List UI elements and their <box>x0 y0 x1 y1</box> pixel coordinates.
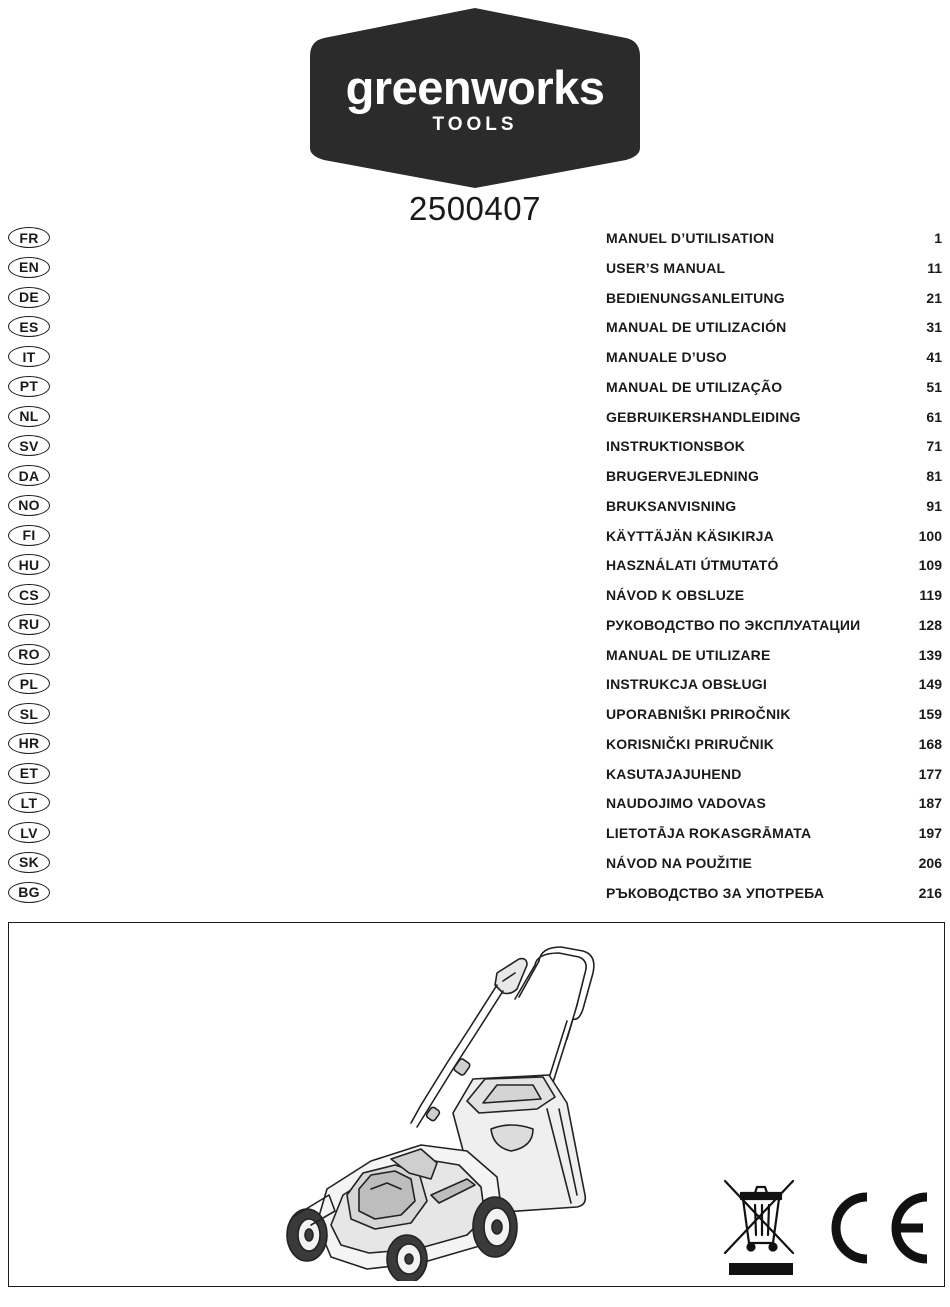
manual-row <box>0 849 950 879</box>
manual-row <box>0 730 950 760</box>
manual-title: MANUEL D’UTILISATION <box>606 230 775 246</box>
mower-illustration <box>271 933 601 1281</box>
manual-title: INSTRUKTIONSBOK <box>606 438 746 455</box>
manual-page-number: 128 <box>918 616 942 633</box>
language-code-badge: SL <box>8 703 50 724</box>
illustration-panel <box>8 922 945 1287</box>
manual-row <box>0 700 950 730</box>
manual-row <box>0 789 950 819</box>
manual-page-number: 159 <box>918 706 942 722</box>
language-code-badge: SK <box>8 852 50 873</box>
manual-page-number: 109 <box>918 557 942 574</box>
manual-row <box>0 432 950 462</box>
manual-row <box>0 581 950 611</box>
model-number: 2500407 <box>409 190 541 227</box>
manual-title: GEBRUIKERSHANDLEIDING <box>606 408 801 425</box>
manual-row <box>0 641 950 671</box>
manual-title: KÄYTTÄJÄN KÄSIKIRJA <box>606 527 774 544</box>
manual-page-number: 91 <box>926 497 942 514</box>
manual-index <box>0 224 950 908</box>
manual-page-number: 206 <box>918 854 942 871</box>
manual-row <box>0 819 950 849</box>
language-code-badge: RU <box>8 614 50 635</box>
language-code-badge: EN <box>8 257 50 278</box>
language-code-badge: PL <box>8 673 50 694</box>
manual-page-number: 216 <box>918 884 942 901</box>
manual-title: UPORABNIŠKI PRIROČNIK <box>606 706 791 722</box>
manual-title: NÁVOD NA POUŽITIE <box>606 854 752 871</box>
manual-page-number: 197 <box>918 825 942 841</box>
manual-page-number: 11 <box>927 259 942 276</box>
manual-row <box>0 462 950 492</box>
manual-row <box>0 492 950 522</box>
language-code-badge: ES <box>8 316 50 337</box>
language-code-badge: HU <box>8 554 50 575</box>
manual-row <box>0 522 950 552</box>
language-code-badge: NO <box>8 495 50 516</box>
brand-name: greenworks <box>345 61 605 114</box>
brand-sub: TOOLS <box>432 114 518 135</box>
language-code-badge: BG <box>8 882 50 903</box>
manual-title: HASZNÁLATI ÚTMUTATÓ <box>606 557 779 574</box>
manual-title: KASUTAJAJUHEND <box>606 765 742 782</box>
manual-row <box>0 879 950 909</box>
language-code-badge: FI <box>8 525 50 546</box>
manual-title: USER’S MANUAL <box>606 259 726 276</box>
manual-page-number: 177 <box>918 765 942 782</box>
manual-page-number: 119 <box>919 587 942 603</box>
manual-title: KORISNIČKI PRIRUČNIK <box>606 735 775 752</box>
manual-page-number: 168 <box>918 735 942 752</box>
manual-row <box>0 284 950 314</box>
manual-page-number: 139 <box>918 646 942 663</box>
manual-row <box>0 224 950 254</box>
language-code-badge: CS <box>8 584 50 605</box>
manual-row <box>0 403 950 433</box>
language-code-badge: LV <box>8 822 50 843</box>
manual-title: NÁVOD K OBSLUZE <box>606 587 745 603</box>
manual-title: BRUGERVEJLEDNING <box>606 468 760 484</box>
manual-page-number: 187 <box>918 795 942 812</box>
manual-title: MANUAL DE UTILIZARE <box>606 646 771 663</box>
language-code-badge: IT <box>8 346 50 367</box>
manual-title: BEDIENUNGSANLEITUNG <box>606 289 785 306</box>
manual-title: BRUKSANVISNING <box>606 497 737 514</box>
language-code-badge: SV <box>8 435 50 456</box>
manual-page-number: 51 <box>926 378 942 395</box>
language-code-badge: LT <box>8 792 50 813</box>
manual-row <box>0 313 950 343</box>
manual-page-number: 71 <box>926 438 942 455</box>
manual-page-number: 61 <box>926 408 942 425</box>
manual-row <box>0 551 950 581</box>
manual-title: РЪКОВОДСТВО ЗА УПОТРЕБА <box>606 884 825 901</box>
manual-row <box>0 611 950 641</box>
language-code-badge: DE <box>8 287 50 308</box>
manual-title: РУКОВОДСТВО ПО ЭКСПЛУАТАЦИИ <box>606 616 861 633</box>
language-code-badge: FR <box>8 227 50 248</box>
manual-row <box>0 760 950 790</box>
manual-title: NAUDOJIMO VADOVAS <box>606 795 767 812</box>
manual-row <box>0 670 950 700</box>
manual-page-number: 81 <box>926 468 942 484</box>
manual-page-number: 1 <box>934 230 942 246</box>
manual-title: MANUAL DE UTILIZACIÓN <box>606 319 787 336</box>
manual-row <box>0 373 950 403</box>
manual-title: MANUAL DE UTILIZAÇÃO <box>606 378 783 395</box>
manual-page-number: 41 <box>926 349 942 365</box>
language-code-badge: DA <box>8 465 50 486</box>
language-code-badge: HR <box>8 733 50 754</box>
ce-mark-icon <box>817 1189 933 1267</box>
rear-wheel <box>473 1197 517 1257</box>
greenworks-logo <box>308 6 642 190</box>
language-code-badge: NL <box>8 406 50 427</box>
manual-title: LIETOTĀJA ROKASGRĀMATA <box>606 825 812 841</box>
manual-title: MANUALE D’USO <box>606 349 727 365</box>
manual-page-number: 31 <box>926 319 942 336</box>
manual-page-number: 100 <box>918 527 942 544</box>
weee-crossed-bin-icon <box>721 1179 803 1279</box>
manual-row <box>0 343 950 373</box>
manual-title: INSTRUKCJA OBSŁUGI <box>606 676 767 693</box>
manual-page-number: 21 <box>926 289 942 306</box>
language-code-badge: RO <box>8 644 50 665</box>
manual-page-number: 149 <box>918 676 942 693</box>
language-code-badge: ET <box>8 763 50 784</box>
language-code-badge: PT <box>8 376 50 397</box>
manual-row <box>0 254 950 284</box>
